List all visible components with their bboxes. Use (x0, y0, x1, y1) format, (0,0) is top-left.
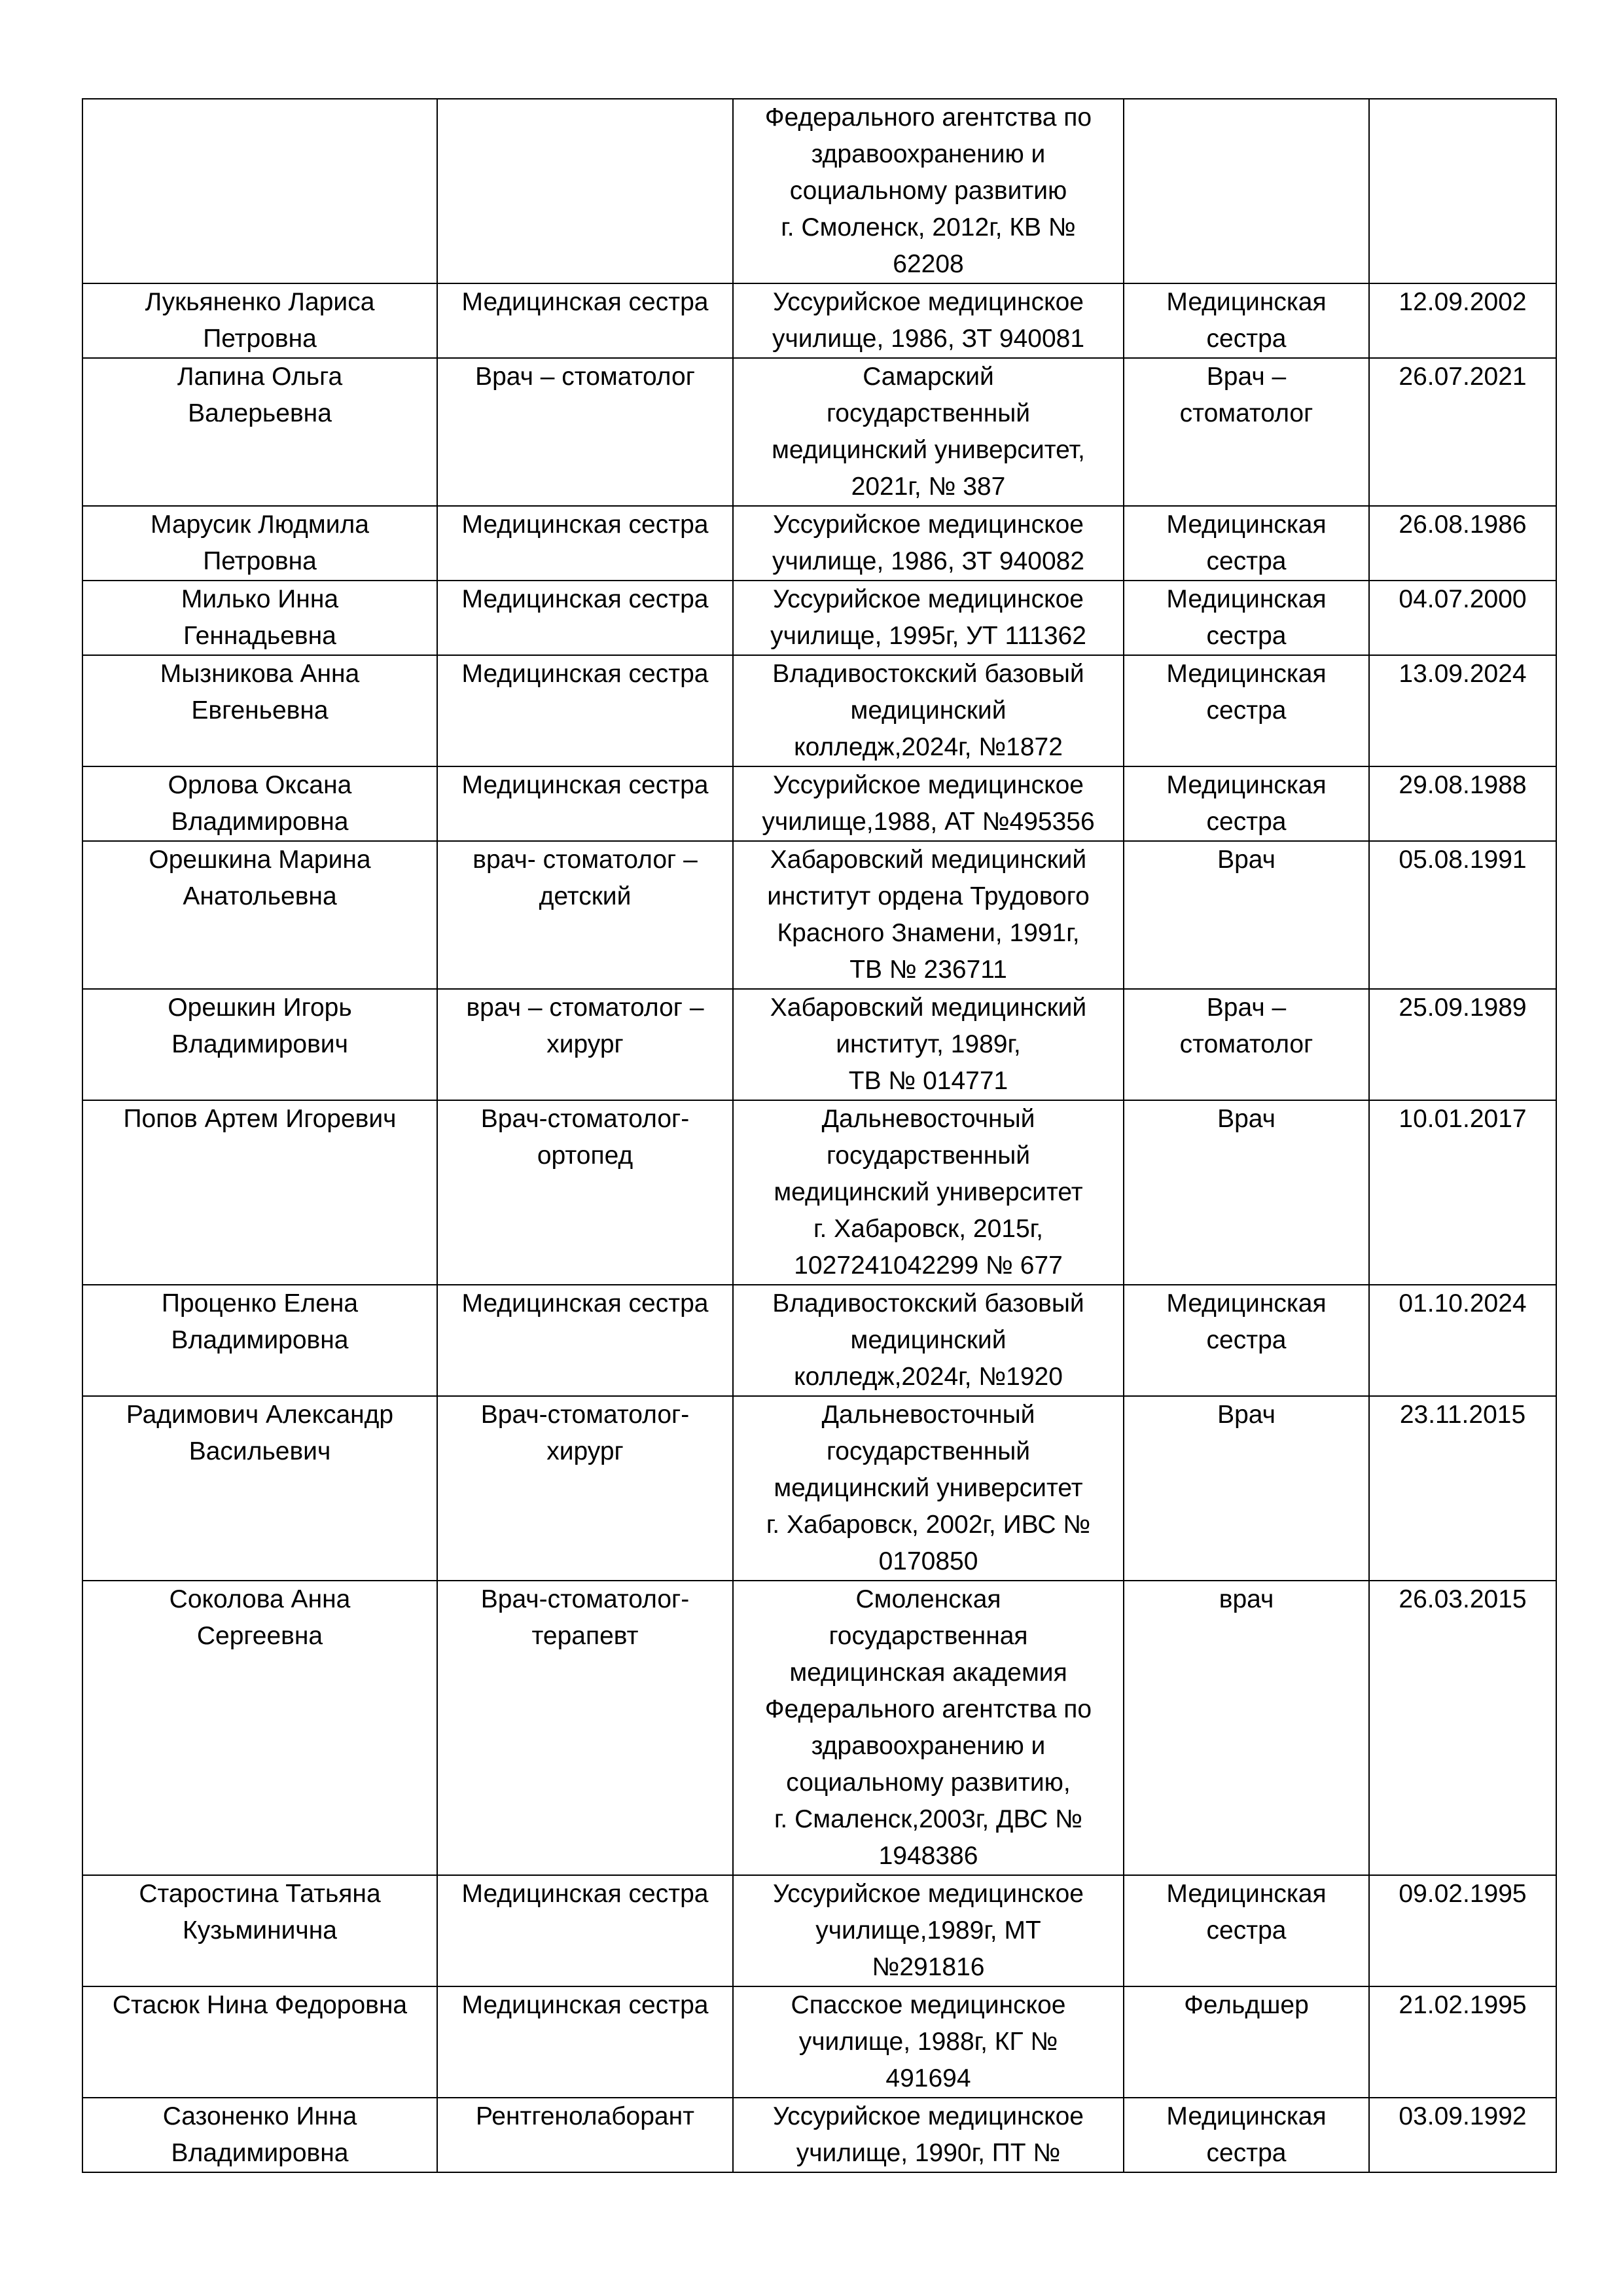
employee-education: Смоленская государственная медицинская академия Федерального агентства по здравоохранению и социальному развитию, г. Смаленск,2003г, ДВС № 1948386 (733, 1581, 1124, 1875)
employee-name: Мызникова Анна Евгеньевна (82, 655, 437, 766)
employee-education: Уссурийское медицинское училище, 1995г, УТ 111362 (733, 581, 1124, 655)
employee-date: 26.08.1986 (1369, 506, 1556, 581)
employee-position: Врач-стоматолог- терапевт (437, 1581, 733, 1875)
employee-qualification: Врач (1124, 1100, 1369, 1285)
employee-date (1369, 99, 1556, 283)
table-row (82, 283, 1556, 358)
employee-date: 10.01.2017 (1369, 1100, 1556, 1285)
staff-table (82, 98, 1557, 2173)
employee-position: Медицинская сестра (437, 766, 733, 841)
employee-education: Федерального агентства по здравоохранению и социальному развитию г. Смоленск, 2012г, КВ № 62208 (733, 99, 1124, 283)
table-row (82, 1396, 1556, 1581)
employee-date: 26.07.2021 (1369, 358, 1556, 506)
employee-date: 13.09.2024 (1369, 655, 1556, 766)
table-row (82, 841, 1556, 989)
employee-name: Старостина Татьяна Кузьминична (82, 1875, 437, 1986)
employee-education: Уссурийское медицинское училище, 1986, ЗТ 940081 (733, 283, 1124, 358)
employee-qualification: Медицинская сестра (1124, 2098, 1369, 2172)
employee-name: Сазоненко Инна Владимировна (82, 2098, 437, 2172)
employee-position: Рентгенолаборант (437, 2098, 733, 2172)
employee-education: Уссурийское медицинское училище,1989г, МТ №291816 (733, 1875, 1124, 1986)
table-row (82, 655, 1556, 766)
employee-qualification: Медицинская сестра (1124, 506, 1369, 581)
table-row (82, 1581, 1556, 1875)
employee-name: Радимович Александр Васильевич (82, 1396, 437, 1581)
employee-name: Стасюк Нина Федоровна (82, 1986, 437, 2098)
employee-qualification: Медицинская сестра (1124, 1285, 1369, 1396)
employee-position: Медицинская сестра (437, 1285, 733, 1396)
employee-date: 01.10.2024 (1369, 1285, 1556, 1396)
employee-position: Медицинская сестра (437, 581, 733, 655)
employee-name: Орешкин Игорь Владимирович (82, 989, 437, 1100)
employee-education: Хабаровский медицинский институт ордена Трудового Красного Знамени, 1991г, ТВ № 236711 (733, 841, 1124, 989)
employee-date: 29.08.1988 (1369, 766, 1556, 841)
employee-name: Орлова Оксана Владимировна (82, 766, 437, 841)
employee-qualification: Медицинская сестра (1124, 283, 1369, 358)
employee-date: 12.09.2002 (1369, 283, 1556, 358)
employee-name: Милько Инна Геннадьевна (82, 581, 437, 655)
employee-position: Медицинская сестра (437, 1875, 733, 1986)
employee-education: Уссурийское медицинское училище, 1990г, ПТ № (733, 2098, 1124, 2172)
employee-education: Дальневосточный государственный медицинский университет г. Хабаровск, 2002г, ИВС № 0170850 (733, 1396, 1124, 1581)
employee-education: Спасское медицинское училище, 1988г, КГ № 491694 (733, 1986, 1124, 2098)
employee-name (82, 99, 437, 283)
table-row (82, 1100, 1556, 1285)
employee-education: Хабаровский медицинский институт, 1989г, ТВ № 014771 (733, 989, 1124, 1100)
table-row (82, 1875, 1556, 1986)
employee-position: Медицинская сестра (437, 655, 733, 766)
employee-qualification: Врач (1124, 1396, 1369, 1581)
employee-position: врач- стоматолог – детский (437, 841, 733, 989)
table-row (82, 99, 1556, 283)
employee-name: Проценко Елена Владимировна (82, 1285, 437, 1396)
employee-date: 26.03.2015 (1369, 1581, 1556, 1875)
employee-qualification: Врач (1124, 841, 1369, 989)
table-row (82, 766, 1556, 841)
employee-qualification: Медицинская сестра (1124, 581, 1369, 655)
employee-qualification: врач (1124, 1581, 1369, 1875)
employee-qualification: Медицинская сестра (1124, 1875, 1369, 1986)
employee-qualification: Врач – стоматолог (1124, 358, 1369, 506)
table-row (82, 1986, 1556, 2098)
employee-name: Соколова Анна Сергеевна (82, 1581, 437, 1875)
employee-position: Врач – стоматолог (437, 358, 733, 506)
employee-position: врач – стоматолог – хирург (437, 989, 733, 1100)
employee-date: 25.09.1989 (1369, 989, 1556, 1100)
table-row (82, 358, 1556, 506)
employee-name: Лапина Ольга Валерьевна (82, 358, 437, 506)
employee-qualification: Медицинская сестра (1124, 766, 1369, 841)
employee-position (437, 99, 733, 283)
employee-position: Врач-стоматолог- ортопед (437, 1100, 733, 1285)
table-row (82, 581, 1556, 655)
employee-name: Марусик Людмила Петровна (82, 506, 437, 581)
staff-table-body (82, 99, 1556, 2172)
employee-education: Дальневосточный государственный медицинский университет г. Хабаровск, 2015г, 1027241042299 № 677 (733, 1100, 1124, 1285)
employee-date: 05.08.1991 (1369, 841, 1556, 989)
employee-education: Самарский государственный медицинский университет, 2021г, № 387 (733, 358, 1124, 506)
employee-qualification: Фельдшер (1124, 1986, 1369, 2098)
employee-name: Попов Артем Игоревич (82, 1100, 437, 1285)
employee-date: 21.02.1995 (1369, 1986, 1556, 2098)
employee-qualification: Врач – стоматолог (1124, 989, 1369, 1100)
employee-date: 04.07.2000 (1369, 581, 1556, 655)
employee-name: Лукьяненко Лариса Петровна (82, 283, 437, 358)
employee-education: Владивостокский базовый медицинский колледж,2024г, №1872 (733, 655, 1124, 766)
employee-education: Уссурийское медицинское училище, 1986, ЗТ 940082 (733, 506, 1124, 581)
table-row (82, 506, 1556, 581)
employee-qualification: Медицинская сестра (1124, 655, 1369, 766)
employee-position: Медицинская сестра (437, 1986, 733, 2098)
employee-qualification (1124, 99, 1369, 283)
employee-education: Уссурийское медицинское училище,1988, АТ №495356 (733, 766, 1124, 841)
employee-date: 09.02.1995 (1369, 1875, 1556, 1986)
employee-date: 03.09.1992 (1369, 2098, 1556, 2172)
employee-position: Медицинская сестра (437, 506, 733, 581)
employee-position: Врач-стоматолог- хирург (437, 1396, 733, 1581)
table-row (82, 2098, 1556, 2172)
employee-date: 23.11.2015 (1369, 1396, 1556, 1581)
employee-education: Владивостокский базовый медицинский колледж,2024г, №1920 (733, 1285, 1124, 1396)
table-row (82, 989, 1556, 1100)
table-row (82, 1285, 1556, 1396)
employee-name: Орешкина Марина Анатольевна (82, 841, 437, 989)
employee-position: Медицинская сестра (437, 283, 733, 358)
